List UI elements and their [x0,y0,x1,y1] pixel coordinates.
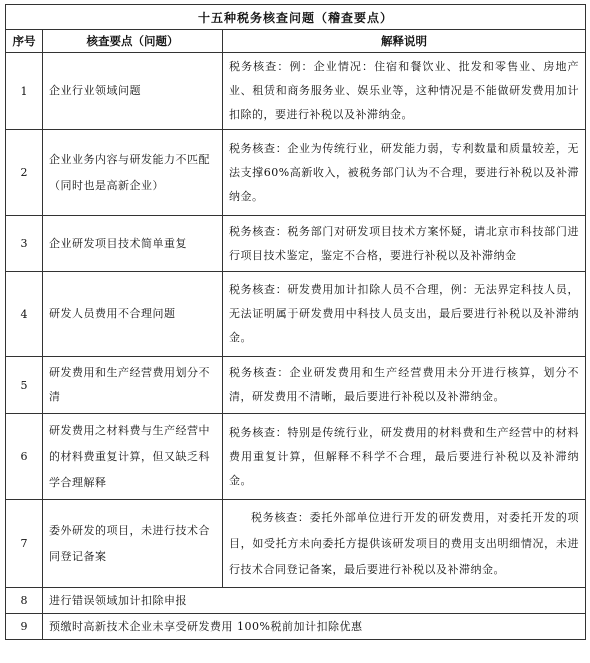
row-issue: 企业研发项目技术简单重复 [43,216,223,272]
table-row [6,588,586,614]
row-index: 8 [6,588,43,614]
table-row [6,357,586,414]
header-row [6,30,586,53]
row-index: 2 [6,130,43,216]
table-row [6,272,586,357]
row-explanation: 税务核查：例：企业情况：住宿和餐饮业、批发和零售业、房地产业、租赁和商务服务业、娱乐业等，这种情况是不能做研发费用加计扣除的，要进行补税以及补滞纳金。 [223,53,586,130]
header-index: 序号 [6,30,43,53]
row-explanation: 税务核查：特别是传统行业，研发费用的材料费和生产经营中的材料费用重复计算，但解释不科学不合理，最后要进行补税以及补滞纳金。 [223,414,586,500]
row-explanation: 税务核查：研发费用加计扣除人员不合理，例：无法界定科技人员，无法证明属于研发费用中科技人员支出，最后要进行补税以及补滞纳金。 [223,272,586,357]
row-index: 7 [6,500,43,588]
row-index: 6 [6,414,43,500]
row-issue: 研发费用之材料费与生产经营中的材料费重复计算，但又缺乏科学合理解释 [43,414,223,500]
header-issue: 核查要点（问题） [43,30,223,53]
row-issue: 研发人员费用不合理问题 [43,272,223,357]
table-row [6,414,586,500]
row-index: 5 [6,357,43,414]
tax-audit-table [5,4,586,640]
row-index: 4 [6,272,43,357]
row-issue: 企业行业领域问题 [43,53,223,130]
row-explanation: 税务核查：委托外部单位进行开发的研发费用，对委托开发的项目，如受托方未向委托方提供该研发项目的费用支出明细情况，未进行技术合同登记备案，最后要进行补税以及补滞纳金。 [223,500,586,588]
row-issue: 企业业务内容与研发能力不匹配 （同时也是高新企业） [43,130,223,216]
row-index: 9 [6,614,43,640]
row-explanation: 税务核查：企业研发费用和生产经营费用未分开进行核算，划分不清，研发费用不清晰，最后要进行补税以及补滞纳金。 [223,357,586,414]
table-row [6,53,586,130]
row-issue: 委外研发的项目，未进行技术合同登记备案 [43,500,223,588]
row-issue: 进行错误领域加计扣除申报 [43,588,586,614]
row-index: 1 [6,53,43,130]
table-row [6,614,586,640]
row-index: 3 [6,216,43,272]
row-issue: 预缴时高新技术企业未享受研发费用 100%税前加计扣除优惠 [43,614,586,640]
row-explanation: 税务核查：税务部门对研发项目技术方案怀疑，请北京市科技部门进行项目技术鉴定，鉴定不合格，要进行补税以及补滞纳金 [223,216,586,272]
table-row [6,216,586,272]
row-issue: 研发费用和生产经营费用划分不清 [43,357,223,414]
table-row [6,130,586,216]
header-explanation: 解释说明 [223,30,586,53]
row-explanation: 税务核查：企业为传统行业，研发能力弱，专利数量和质量较差，无法支撑60%高新收入，被税务部门认为不合理，要进行补税以及补滞纳金。 [223,130,586,216]
table-row [6,500,586,588]
table-title: 十五种税务核查问题（稽查要点） [6,5,586,30]
